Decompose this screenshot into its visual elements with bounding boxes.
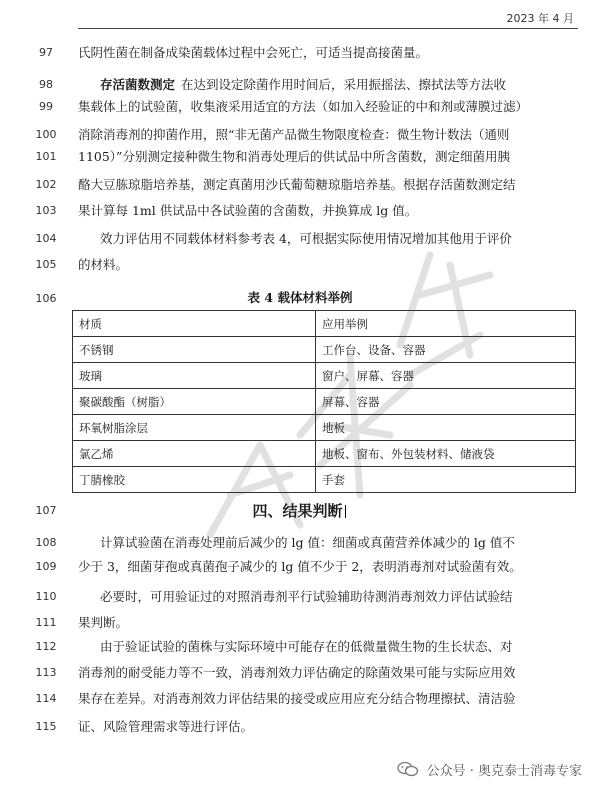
line-number: 100	[35, 128, 57, 141]
line-number: 102	[35, 178, 57, 191]
table-cell: 手套	[316, 467, 576, 493]
line-text: 计算试验菌在消毒处理前后减少的 lg 值：细菌或真菌营养体减少的 lg 值不	[100, 535, 515, 550]
table-cell: 不锈钢	[73, 337, 316, 363]
line-number: 115	[35, 720, 57, 733]
line-text: 消毒剂的耐受能力等不一致，消毒剂效力评估确定的除菌效果可能与实际应用效	[78, 665, 516, 680]
line-text: 1105）”分别测定接种微生物和消毒处理后的供试品中所含菌数，测定细菌用胰	[78, 149, 510, 164]
text-line	[0, 174, 600, 196]
text-line	[0, 716, 600, 738]
text-line	[0, 612, 600, 634]
text-line	[0, 124, 600, 146]
text-line	[0, 586, 600, 608]
table-header-row	[73, 311, 576, 337]
header-rule	[78, 28, 578, 29]
text-line	[0, 662, 600, 684]
line-number: 106	[35, 292, 57, 305]
text-line	[0, 532, 600, 554]
table-cell: 聚碳酸酯（树脂）	[73, 389, 316, 415]
line-text: 必要时，可用验证过的对照消毒剂平行试验辅助待测消毒剂效力评估试验结	[100, 589, 513, 604]
line-text: 氏阴性菌在制备成染菌载体过程中会死亡，可适当提高接菌量。	[78, 45, 429, 60]
table-cell: 地板	[316, 415, 576, 441]
table-row	[73, 389, 576, 415]
table-row	[73, 337, 576, 363]
line-text: 少于 3，细菌芽孢或真菌孢子减少的 lg 值不少于 2，表明消毒剂对试验菌有效。	[78, 559, 522, 574]
line-text: 酪大豆胨琼脂培养基，测定真菌用沙氏葡萄糖琼脂培养基。根据存活菌数测定结	[78, 177, 516, 192]
table-cell: 玻璃	[73, 363, 316, 389]
section-heading	[0, 500, 600, 522]
table-cell: 丁腈橡胶	[73, 467, 316, 493]
line-number: 105	[35, 258, 57, 271]
text-line	[0, 146, 600, 168]
line-number: 109	[35, 560, 57, 573]
wechat-icon	[397, 761, 419, 777]
table-cell: 材质	[73, 311, 316, 337]
text-line	[0, 42, 600, 64]
text-line	[0, 74, 600, 96]
text-line	[0, 688, 600, 710]
line-number: 112	[35, 640, 57, 653]
header-date: 2023 年 4 月	[506, 12, 574, 25]
line-text: 果判断。	[78, 615, 129, 630]
line-number: 104	[35, 232, 57, 245]
table-row	[73, 415, 576, 441]
line-number: 107	[35, 504, 57, 517]
text-line	[0, 200, 600, 222]
line-body: 在达到设定除菌作用时间后，采用振摇法、擦拭法等方法收	[181, 77, 507, 92]
carrier-material-table	[72, 310, 576, 493]
table-cell: 应用举例	[316, 311, 576, 337]
line-text	[100, 74, 578, 96]
footer-source-label: 公众号 · 奥克泰士消毒专家	[426, 763, 582, 779]
table-cell: 环氧树脂涂层	[73, 415, 316, 441]
table-row	[73, 441, 576, 467]
line-number: 98	[39, 78, 53, 91]
line-number: 97	[39, 46, 53, 59]
text-line	[0, 636, 600, 658]
text-cursor	[345, 505, 346, 518]
table-cell: 工作台、设备、容器	[316, 337, 576, 363]
table-row	[73, 363, 576, 389]
line-text: 效力评估用不同载体材料参考表 4，可根据实际使用情况增加其他用于评价	[100, 231, 512, 246]
footer-watermark	[397, 757, 582, 781]
line-text: 果存在差异。对消毒剂效力评估结果的接受或应用应充分结合物理擦拭、清洁验	[78, 691, 516, 706]
text-line	[0, 556, 600, 578]
line-number: 108	[35, 536, 57, 549]
table-cell: 窗户、屏幕、容器	[316, 363, 576, 389]
text-line	[0, 228, 600, 250]
line-text: 的材料。	[78, 257, 129, 272]
line-number: 103	[35, 204, 57, 217]
text-line	[0, 96, 600, 118]
table-cell: 地板、窗布、外包装材料、储液袋	[316, 441, 576, 467]
table-caption: 表 4 载体材料举例	[247, 290, 353, 305]
line-text: 由于验证试验的菌株与实际环境中可能存在的低微量微生物的生长状态、对	[100, 639, 513, 654]
table-cell: 屏幕、容器	[316, 389, 576, 415]
line-number: 101	[35, 150, 57, 163]
text-line	[0, 254, 600, 276]
line-number: 114	[35, 692, 57, 705]
section-title: 四、结果判断	[252, 502, 343, 520]
inline-heading: 存活菌数测定	[100, 77, 176, 92]
line-number: 99	[39, 100, 53, 113]
table-cell: 氯乙烯	[73, 441, 316, 467]
line-number: 110	[35, 590, 57, 603]
line-number: 113	[35, 666, 57, 679]
line-text: 消除消毒剂的抑菌作用，照“非无菌产品微生物限度检查：微生物计数法（通则	[78, 127, 510, 142]
line-number: 111	[35, 616, 57, 629]
watermark-text: 公示稿	[328, 435, 332, 436]
line-text: 集载体上的试验菌，收集液采用适宜的方法（如加入经验证的中和剂或薄膜过滤）	[78, 99, 529, 114]
table-row	[73, 467, 576, 493]
line-text: 果计算每 1ml 供试品中各试验菌的含菌数，并换算成 lg 值。	[78, 203, 418, 218]
line-text: 证、风险管理需求等进行评估。	[78, 719, 254, 734]
